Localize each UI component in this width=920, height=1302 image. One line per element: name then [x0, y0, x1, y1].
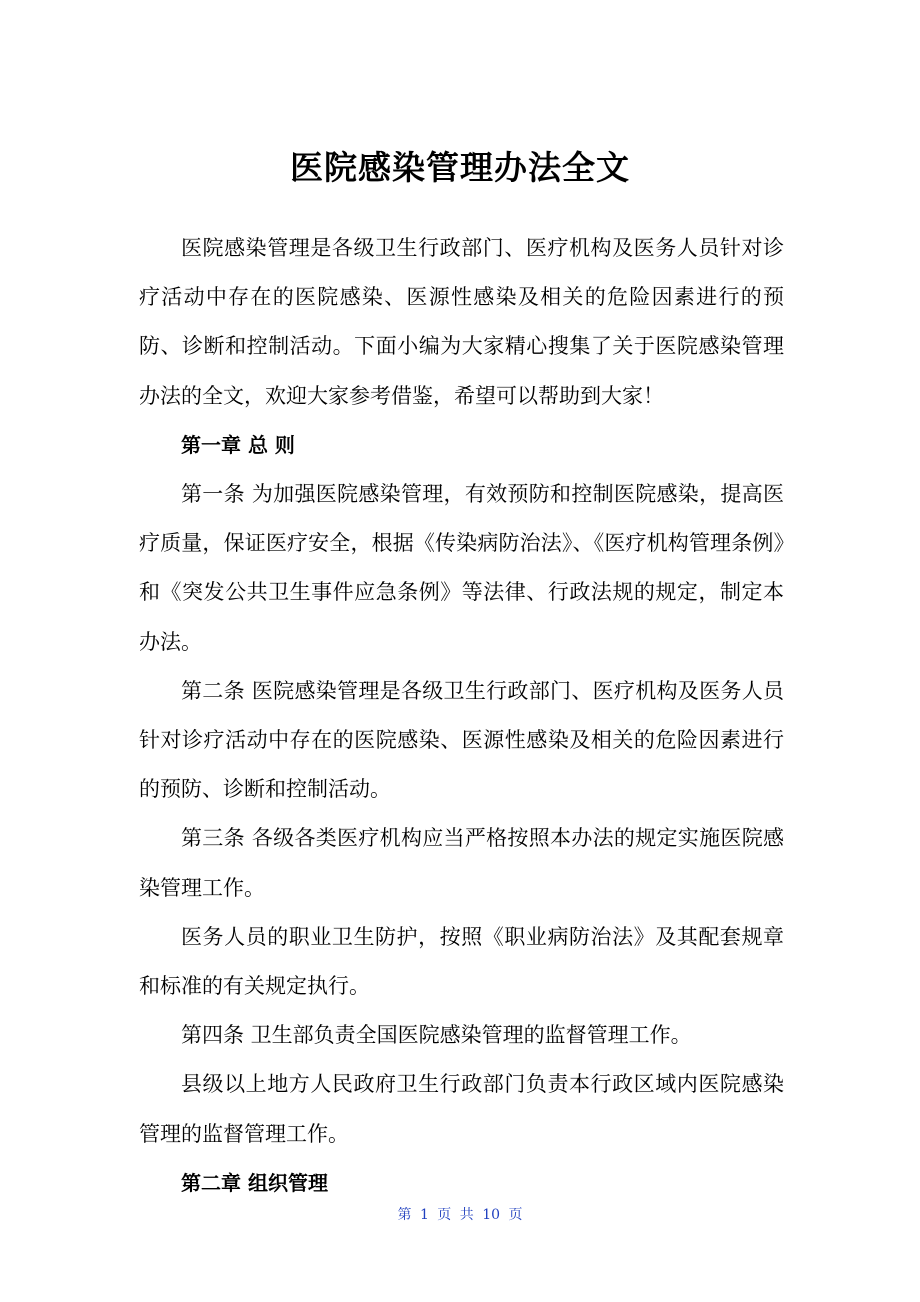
article-paragraph: 第一条 为加强医院感染管理，有效预防和控制医院感染，提高医疗质量，保证医疗安全，根据《传染病防治法》、《医疗机构管理条例》和《突发公共卫生事件应急条例》等法律、行政法规的规定，制定本办法。 — [139, 482, 784, 654]
chapter-heading: 第二章 组织管理 — [181, 1170, 328, 1195]
document-body — [139, 224, 784, 1208]
page-title: 医院感染管理办法全文 — [290, 148, 630, 187]
article-paragraph: 第三条 各级各类医疗机构应当严格按照本办法的规定实施医院感染管理工作。 — [139, 826, 784, 900]
article-paragraph: 第二条 医院感染管理是各级卫生行政部门、医疗机构及医务人员针对诊疗活动中存在的医院感染、医源性感染及相关的危险因素进行的预防、诊断和控制活动。 — [139, 678, 784, 802]
article-paragraph: 医务人员的职业卫生防护，按照《职业病防治法》及其配套规章和标准的有关规定执行。 — [139, 924, 784, 999]
page-number-footer: 第 1 页 共 10 页 — [397, 1207, 523, 1223]
chapter-heading: 第一章 总 则 — [181, 432, 295, 457]
intro-paragraph: 医院感染管理是各级卫生行政部门、医疗机构及医务人员针对诊疗活动中存在的医院感染、医源性感染及相关的危险因素进行的预防、诊断和控制活动。下面小编为大家精心搜集了关于医院感染管理办法的全文，欢迎大家参考借鉴，希望可以帮助到大家！ — [139, 236, 784, 408]
article-paragraph: 第四条 卫生部负责全国医院感染管理的监督管理工作。 — [181, 1023, 692, 1048]
article-paragraph: 县级以上地方人民政府卫生行政部门负责本行政区域内医院感染管理的监督管理工作。 — [139, 1072, 784, 1146]
